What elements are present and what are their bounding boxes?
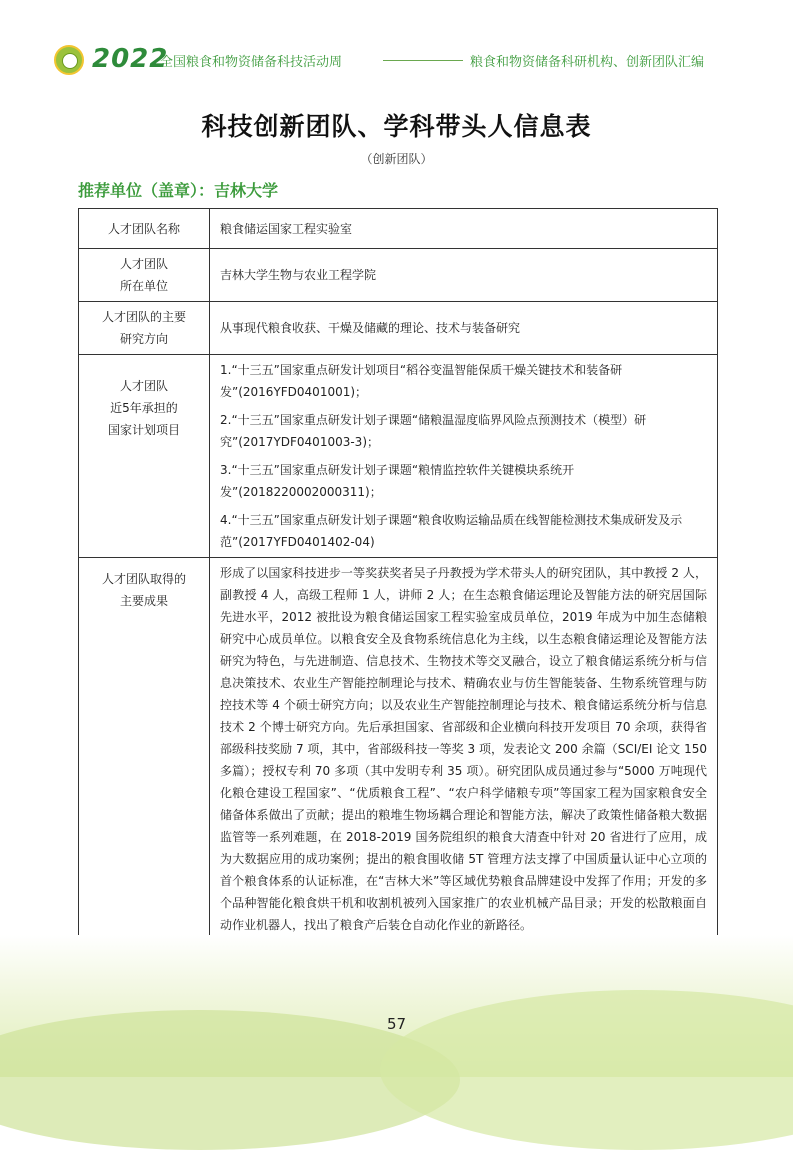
- table-row: [79, 558, 718, 941]
- info-table: [78, 208, 718, 941]
- header-right-text: 粮食和物资储备科研机构、创新团队汇编: [470, 55, 705, 70]
- list-item: 4.“十三五”国家重点研发计划子课题“粮食收购运输品质在线智能检测技术集成研发及示范”(2017YFD0401402-04): [220, 513, 683, 549]
- page-header: [0, 0, 793, 80]
- table-row: [79, 302, 718, 355]
- value-projects: [210, 355, 718, 558]
- table-row: [79, 355, 718, 558]
- list-item: 2.“十三五”国家重点研发计划子课题“储粮温湿度临界风险点预测技术（模型）研究”(2017YDF0401003-3)；: [220, 413, 647, 449]
- recommend-unit: 推荐单位（盖章）：吉林大学: [78, 181, 279, 200]
- value-team-name: 粮食储运国家工程实验室: [210, 209, 718, 249]
- header-year: 2022: [92, 44, 169, 74]
- list-item: 3.“十三五”国家重点研发计划子课题“粮情监控软件关键模块系统开发”(2018220002000311)；: [220, 463, 575, 499]
- value-team-unit: 吉林大学生物与农业工程学院: [210, 249, 718, 302]
- label-projects: 人才团队 近5年承担的 国家计划项目: [79, 355, 210, 558]
- label-research: 人才团队的主要 研究方向: [79, 302, 210, 355]
- label-achievements: 人才团队取得的 主要成果: [79, 558, 210, 941]
- list-item: 1.“十三五”国家重点研发计划项目“稻谷变温智能保质干燥关键技术和装备研发”(2016YFD0401001)；: [220, 363, 623, 399]
- page-subtitle: （创新团队）: [360, 152, 433, 166]
- table-row: [79, 209, 718, 249]
- header-divider: [383, 60, 463, 61]
- page-title: 科技创新团队、学科带头人信息表: [201, 112, 592, 141]
- label-team-name: 人才团队名称: [79, 209, 210, 249]
- logo-icon: [54, 45, 84, 75]
- value-achievements: 形成了以国家科技进步一等奖获奖者吴子丹教授为学术带头人的研究团队，其中教授 2 人，副教授 4 人，高级工程师 1 人，讲师 2 人；在生态粮食储运理论及智能方法的研究居国际先进水平，2012 被批设为粮食储运国家工程实验室成员单位，2019 年成为中加生态储粮研究中心成员单位。以粮食安全及食物系统信息化为主线，以生态粮食储运理论及智能方法研究为特色，与先进制造、信息技术、生物技术等交叉融合，设立了粮食储运系统分析与信息决策技术、农业生产智能控制理论与技术、精确农业与仿生智能装备、生物系统管理与防控技术等 4 个硕士研究方向；以及农业生产智能控制理论与技术、粮食储运系统分析与信息技术 2 个博士研究方向。先后承担国家、省部级和企业横向科技开发项目 70 余项，获得省部级科技奖励 7 项，其中，省部级科技一等奖 3 项，发表论文 200 余篇（SCI/EI 论文 150 多篇）；授权专利 70 多项（其中发明专利 35 项）。研究团队成员通过参与“5000 万吨现代化粮仓建设工程国家”、“优质粮食工程”、“农户科学储粮专项”等国家工程为国家粮食安全储备体系做出了贡献；提出的粮堆生物场耦合理论和智能方法，解决了政策性储备粮大数据监管等一系列难题，在 2018-2019 国务院组织的粮食大清查中针对 20 省进行了应用，成为大数据应用的成功案例；提出的粮食围收储 5T 管理方法支撑了中国质量认证中心立项的首个粮食体系的认证标准，在“吉林大米”等区域优势粮食品牌建设中发挥了作用；开发的多个品种智能化粮食烘干机和收割机被列入国家推广的农业机械产品目录；开发的松散粮面自动作业机器人，找出了粮食产后装仓自动化作业的新路径。: [210, 558, 718, 941]
- label-team-unit: 人才团队 所在单位: [79, 249, 210, 302]
- page-number: 57: [386, 1015, 407, 1033]
- header-left-text: 全国粮食和物资储备科技活动周: [160, 55, 343, 70]
- value-research: 从事现代粮食收获、干燥及储藏的理论、技术与装备研究: [210, 302, 718, 355]
- table-row: [79, 249, 718, 302]
